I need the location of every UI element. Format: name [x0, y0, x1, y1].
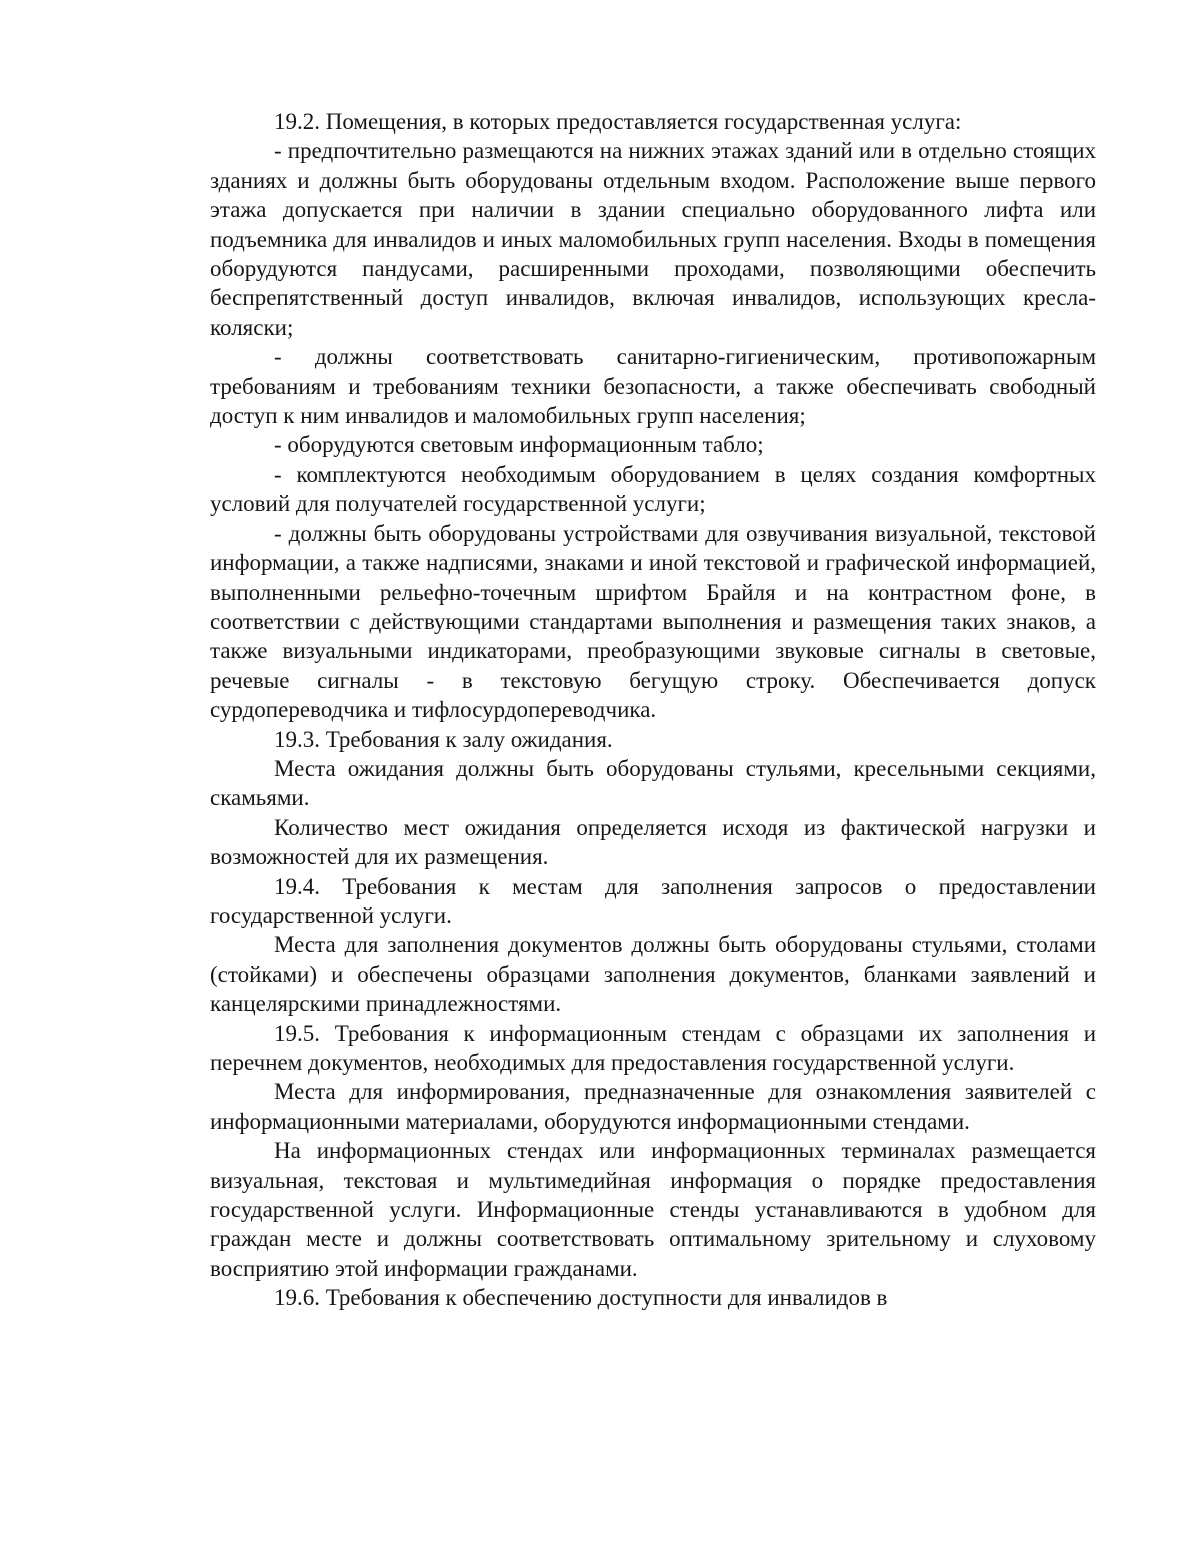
paragraph-info-stands: На информационных стендах или информационных терминалах размещается визуальная, текстовая и мультимедийная информация о порядке предоставления государственной услуги. Информационные стенды устанавливаются в удобном для граждан месте и должны соответствовать оптимальному зрительному и слуховому восприятию этой информации гражданами. [210, 1138, 1096, 1281]
paragraph-19-5-heading: 19.5. Требования к информационным стендам с образцами их заполнения и перечнем документов, необходимых для предоставления государственной услуги. [210, 1020, 1096, 1075]
paragraph-equipment: - комплектуются необходимым оборудованием в целях создания комфортных условий для получателей государственной услуги; [210, 461, 1096, 517]
paragraph-premises-location: - предпочтительно размещаются на нижних этажах зданий или в отдельно стоящих зданиях и должны быть оборудованы отдельным входом. Расположение выше первого этажа допускается при наличии в здании специально оборудованного лифта или подъемника для инвалидов и иных маломобильных групп населения. Входы в помещения оборудуются пандусами, расширенными проходами, позволяющими обеспечить беспрепятственный доступ инвалидов, включая инвалидов, использующих кресла-коляски; [210, 138, 1096, 340]
paragraph-19-3-heading: 19.3. Требования к залу ожидания. [274, 726, 613, 752]
paragraph-sanitary-requirements: - должны соответствовать санитарно-гигиеническим, противопожарным требованиям и требованиям техники безопасности, а также обеспечивать свободный доступ к ним инвалидов и маломобильных групп населения; [210, 344, 1096, 429]
paragraph-19-2-heading: 19.2. Помещения, в которых предоставляется государственная услуга: [274, 109, 962, 134]
paragraph-form-filling-places: Места для заполнения документов должны быть оборудованы стульями, столами (стойками) и обеспечены образцами заполнения документов, бланками заявлений и канцелярскими принадлежностями. [210, 932, 1096, 1017]
paragraph-19-4-heading: 19.4. Требования к местам для заполнения запросов о предоставлении государственной услуги. [210, 873, 1096, 928]
paragraph-waiting-seats: Места ожидания должны быть оборудованы стульями, кресельными секциями, скамьями. [210, 755, 1096, 811]
paragraph-audio-braille-devices: - должны быть оборудованы устройствами для озвучивания визуальной, текстовой информации, а также надписями, знаками и иной текстовой и графической информацией, выполненными рельефно-точечным шрифтом Брайля и на контрастном фоне, в соответствии с действующими стандартами выполнения и размещения таких знаков, а также визуальными индикаторами, преобразующими звуковые сигналы в световые, речевые сигналы - в текстовую бегущую строку. Обеспечивается допуск сурдопереводчика и тифлосурдопереводчика. [210, 520, 1096, 723]
paragraph-19-6-heading: 19.6. Требования к обеспечению доступности для инвалидов в [274, 1285, 888, 1311]
paragraph-info-board: - оборудуются световым информационным табло; [274, 432, 764, 458]
document-body [210, 107, 1096, 1313]
paragraph-info-places: Места для информирования, предназначенные для ознакомления заявителей с информационными материалами, оборудуются информационными стендами. [210, 1079, 1096, 1134]
paragraph-waiting-count: Количество мест ожидания определяется исходя из фактической нагрузки и возможностей для их размещения. [210, 814, 1096, 870]
